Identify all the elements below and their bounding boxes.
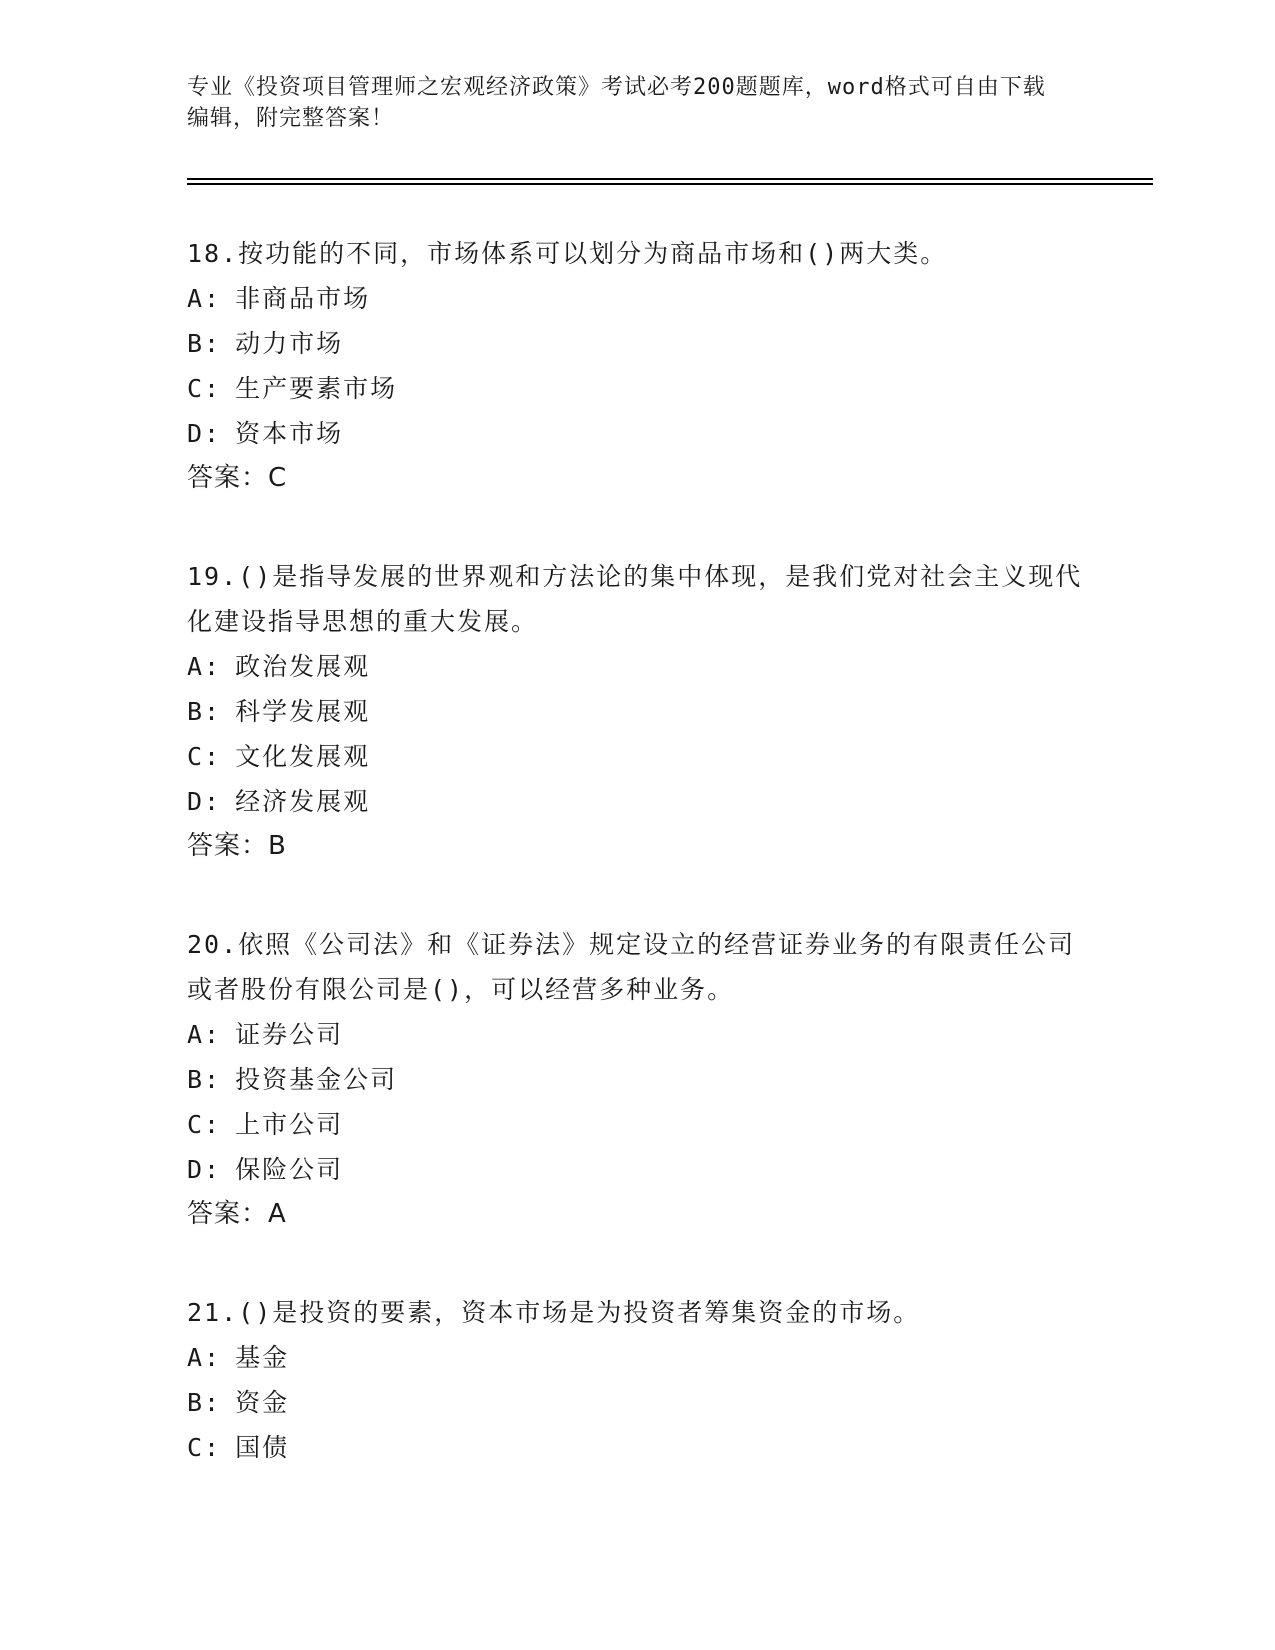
option-text: 上市公司 — [235, 1110, 344, 1139]
option-text: 文化发展观 — [235, 742, 371, 771]
header-rule-top — [187, 178, 1153, 180]
option-text: 资本市场 — [235, 419, 344, 448]
option-c — [187, 366, 1087, 411]
option-label: C: — [187, 742, 222, 771]
option-d — [187, 779, 1087, 824]
option-c — [187, 1425, 1087, 1470]
option-label: D: — [187, 1155, 222, 1184]
option-text: 国债 — [235, 1433, 290, 1462]
option-text: 基金 — [235, 1343, 290, 1372]
answer-text: 答案：A — [187, 1199, 287, 1229]
document-header: 专业《投资项目管理师之宏观经济政策》考试必考200题题库，word格式可自由下载编辑，附完整答案！ — [187, 75, 1046, 131]
option-d — [187, 411, 1087, 456]
option-text: 政治发展观 — [235, 652, 371, 681]
option-label: C: — [187, 1433, 222, 1462]
option-text: 生产要素市场 — [235, 374, 398, 403]
question-text: 20.依照《公司法》和《证券法》规定设立的经营证券业务的有限责任公司或者股份有限公司是()，可以经营多种业务。 — [187, 930, 1076, 1004]
option-text: 经济发展观 — [235, 787, 371, 816]
option-a — [187, 276, 1087, 321]
option-label: C: — [187, 374, 222, 403]
option-label: D: — [187, 787, 222, 816]
option-a — [187, 644, 1087, 689]
question-text: 18.按功能的不同，市场体系可以划分为商品市场和()两大类。 — [187, 239, 948, 268]
option-text: 动力市场 — [235, 329, 344, 358]
option-a — [187, 1012, 1087, 1057]
option-a — [187, 1335, 1087, 1380]
question-text: 21.()是投资的要素，资本市场是为投资者筹集资金的市场。 — [187, 1298, 921, 1327]
header-rule-bottom — [187, 183, 1153, 185]
question-text: 19.()是指导发展的世界观和方法论的集中体现，是我们党对社会主义现代化建设指导思想的重大发展。 — [187, 562, 1083, 636]
option-label: A: — [187, 652, 222, 681]
option-text: 证券公司 — [235, 1020, 344, 1049]
option-text: 保险公司 — [235, 1155, 344, 1184]
question-18 — [187, 231, 1087, 501]
option-label: B: — [187, 1388, 222, 1417]
option-b — [187, 1380, 1087, 1425]
question-list — [187, 231, 1087, 1523]
option-text: 资金 — [235, 1388, 290, 1417]
option-text: 投资基金公司 — [235, 1065, 398, 1094]
option-label: B: — [187, 697, 222, 726]
option-label: A: — [187, 1020, 222, 1049]
question-21 — [187, 1290, 1087, 1470]
option-b — [187, 321, 1087, 366]
option-b — [187, 689, 1087, 734]
question-20 — [187, 922, 1087, 1237]
option-label: A: — [187, 284, 222, 313]
option-label: A: — [187, 1343, 222, 1372]
answer-text: 答案：C — [187, 463, 288, 493]
option-d — [187, 1147, 1087, 1192]
question-19 — [187, 554, 1087, 869]
option-b — [187, 1057, 1087, 1102]
option-text: 科学发展观 — [235, 697, 371, 726]
answer-text: 答案：B — [187, 831, 287, 861]
option-label: B: — [187, 329, 222, 358]
option-label: C: — [187, 1110, 222, 1139]
option-label: B: — [187, 1065, 222, 1094]
option-c — [187, 734, 1087, 779]
option-text: 非商品市场 — [235, 284, 371, 313]
option-label: D: — [187, 419, 222, 448]
option-c — [187, 1102, 1087, 1147]
